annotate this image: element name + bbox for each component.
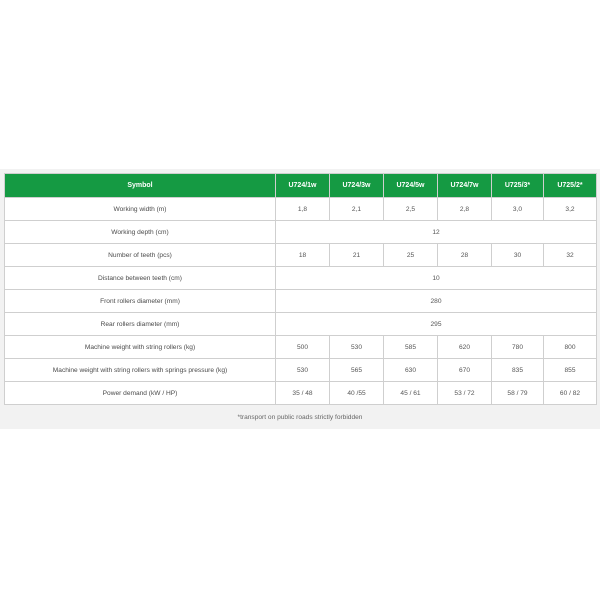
row-rear-rollers-diameter bbox=[5, 313, 597, 336]
cell-value: 2,1 bbox=[330, 198, 384, 221]
cell-value: 780 bbox=[492, 336, 544, 359]
cell-value: 800 bbox=[544, 336, 597, 359]
cell-value: 2,5 bbox=[384, 198, 438, 221]
cell-value: 855 bbox=[544, 359, 597, 382]
cell-value: 585 bbox=[384, 336, 438, 359]
cell-value: 28 bbox=[438, 244, 492, 267]
cell-value: 630 bbox=[384, 359, 438, 382]
header-row bbox=[5, 174, 597, 198]
cell-value: 3,2 bbox=[544, 198, 597, 221]
cell-value: 58 / 79 bbox=[492, 382, 544, 405]
cell-value-merged: 10 bbox=[276, 267, 597, 290]
row-label: Machine weight with string rollers with springs pressure (kg) bbox=[5, 359, 276, 382]
row-label: Rear rollers diameter (mm) bbox=[5, 313, 276, 336]
cell-value: 2,8 bbox=[438, 198, 492, 221]
cell-value: 25 bbox=[384, 244, 438, 267]
cell-value: 40 /55 bbox=[330, 382, 384, 405]
header-model: U724/1w bbox=[276, 174, 330, 198]
row-working-width bbox=[5, 198, 597, 221]
spec-table bbox=[4, 173, 597, 405]
cell-value: 21 bbox=[330, 244, 384, 267]
row-label: Power demand (kW / HP) bbox=[5, 382, 276, 405]
cell-value: 670 bbox=[438, 359, 492, 382]
row-label: Machine weight with string rollers (kg) bbox=[5, 336, 276, 359]
row-number-of-teeth bbox=[5, 244, 597, 267]
cell-value: 1,8 bbox=[276, 198, 330, 221]
cell-value-merged: 280 bbox=[276, 290, 597, 313]
cell-value: 32 bbox=[544, 244, 597, 267]
cell-value: 565 bbox=[330, 359, 384, 382]
row-label: Working depth (cm) bbox=[5, 221, 276, 244]
row-weight-string-rollers bbox=[5, 336, 597, 359]
cell-value-merged: 295 bbox=[276, 313, 597, 336]
row-label: Number of teeth (pcs) bbox=[5, 244, 276, 267]
header-symbol: Symbol bbox=[5, 174, 276, 198]
row-label: Distance between teeth (cm) bbox=[5, 267, 276, 290]
row-distance-between-teeth bbox=[5, 267, 597, 290]
cell-value: 53 / 72 bbox=[438, 382, 492, 405]
header-model: U725/3* bbox=[492, 174, 544, 198]
row-working-depth bbox=[5, 221, 597, 244]
row-weight-springs-pressure bbox=[5, 359, 597, 382]
cell-value-merged: 12 bbox=[276, 221, 597, 244]
row-front-rollers-diameter bbox=[5, 290, 597, 313]
row-power-demand bbox=[5, 382, 597, 405]
cell-value: 3,0 bbox=[492, 198, 544, 221]
cell-value: 18 bbox=[276, 244, 330, 267]
cell-value: 30 bbox=[492, 244, 544, 267]
cell-value: 620 bbox=[438, 336, 492, 359]
cell-value: 500 bbox=[276, 336, 330, 359]
cell-value: 45 / 61 bbox=[384, 382, 438, 405]
row-label: Working width (m) bbox=[5, 198, 276, 221]
header-model: U724/3w bbox=[330, 174, 384, 198]
header-model: U725/2* bbox=[544, 174, 597, 198]
header-model: U724/5w bbox=[384, 174, 438, 198]
cell-value: 530 bbox=[276, 359, 330, 382]
row-label: Front rollers diameter (mm) bbox=[5, 290, 276, 313]
cell-value: 835 bbox=[492, 359, 544, 382]
header-model: U724/7w bbox=[438, 174, 492, 198]
cell-value: 530 bbox=[330, 336, 384, 359]
cell-value: 35 / 48 bbox=[276, 382, 330, 405]
cell-value: 60 / 82 bbox=[544, 382, 597, 405]
footnote: *transport on public roads strictly forbidden bbox=[237, 414, 363, 421]
